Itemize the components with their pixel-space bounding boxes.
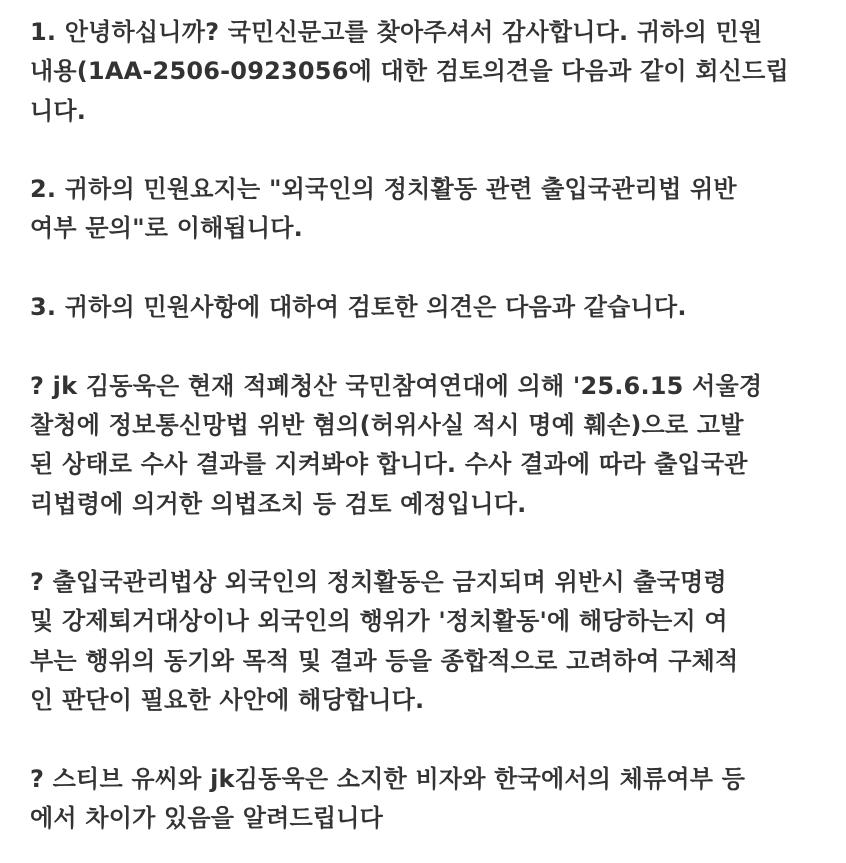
paragraph-complaint-summary: 2. 귀하의 민원요지는 "외국인의 정치활동 관련 출입국관리법 위반 여부 문의"로 이해됩니다. bbox=[30, 175, 737, 243]
paragraph-political-activity-law: ? 출입국관리법상 외국인의 정치활동은 금지되며 위반시 출국명령 및 강제퇴거대상이나 외국인의 행위가 '정치활동'에 해당하는지 여 부는 행위의 동기와 목적 및 결과 등을 종합적으로 고려하여 구체적 인 판단이 필요한 사안에 해당합니다. bbox=[30, 568, 739, 715]
paragraph-investigation-status: ? jk 김동욱은 현재 적폐청산 국민참여연대에 의해 '25.6.15 서울경 찰청에 정보통신망법 위반 혐의(허위사실 적시 명예 훼손)으로 고발 된 상태로 수사 결과를 지켜봐야 합니다. 수사 결과에 따라 출입국관 리법령에 의거한 의법조치 등 검토 예정입니다. bbox=[30, 371, 763, 518]
paragraph-review-intro: 3. 귀하의 민원사항에 대하여 검토한 의견은 다음과 같습니다. bbox=[30, 293, 687, 322]
paragraph-greeting: 1. 안녕하십니까? 국민신문고를 찾아주셔서 감사합니다. 귀하의 민원 내용(1AA-2506-0923056에 대한 검토의견을 다음과 같이 회신드립 니다. bbox=[30, 18, 789, 125]
paragraph-visa-difference: ? 스티브 유씨와 jk김동욱은 소지한 비자와 한국에서의 체류여부 등 에서 차이가 있음을 알려드립니다 bbox=[30, 764, 746, 832]
